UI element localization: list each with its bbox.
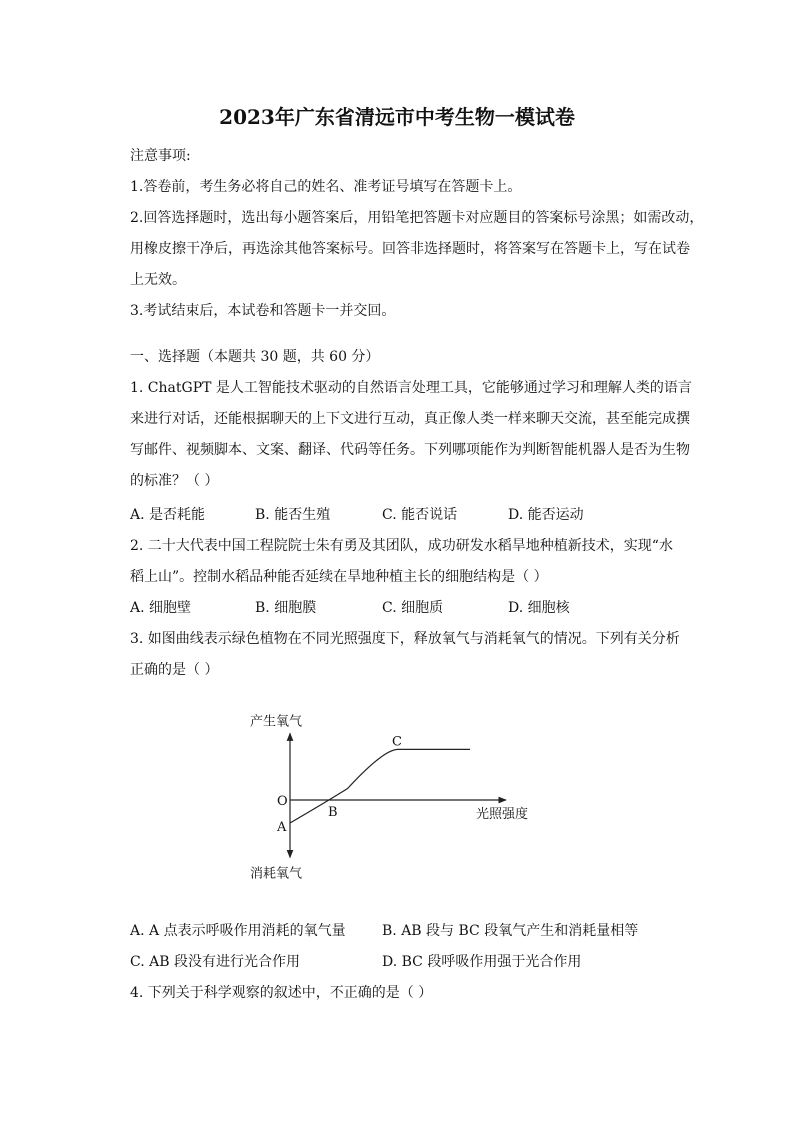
q1-option-a: A. 是否耗能 (130, 507, 206, 523)
section-heading: 一、选择题（本题共 30 题，共 60 分） (130, 349, 380, 365)
q1-option-b: B. 能否生殖 (255, 507, 331, 523)
q1-line-2: 来进行对话，还能根据聊天的上下文进行互动，真正像人类一样来聊天交流，甚至能完成撰 (130, 411, 690, 427)
q2-option-a: A. 细胞壁 (130, 600, 192, 616)
q3-line-2: 正确的是（ ） (130, 662, 219, 678)
q2-line-1: 2. 二十大代表中国工程院院士朱有勇及其团队，成功研发水稻旱地种植新技术，实现“水 (130, 538, 673, 554)
q2-option-c: C. 细胞质 (382, 600, 444, 616)
q1-option-d: D. 能否运动 (508, 507, 584, 523)
x-axis-label: 光照强度 (476, 807, 529, 822)
q3-option-c: C. AB 段没有进行光合作用 (130, 954, 300, 970)
q4-line-1: 4. 下列关于科学观察的叙述中，不正确的是（ ） (130, 985, 433, 1001)
point-label-c: C (392, 734, 402, 750)
oxygen-light-chart (249, 700, 560, 890)
notice-line-3: 3.考试结束后，本试卷和答题卡一并交回。 (130, 303, 396, 319)
q3-option-b: B. AB 段与 BC 段氧气产生和消耗量相等 (382, 923, 639, 939)
q1-line-1: 1. ChatGPT 是人工智能技术驱动的自然语言处理工具，它能够通过学习和理解人类的语言 (130, 380, 692, 396)
point-label-b: B (328, 805, 338, 820)
q2-option-b: B. 细胞膜 (255, 600, 317, 616)
notice-line-2b: 用橡皮擦干净后，再选涂其他答案标号。回答非选择题时，将答案写在答题卡上，写在试卷 (130, 241, 690, 257)
q1-option-c: C. 能否说话 (382, 507, 458, 523)
q2-line-2: 稻上山”。控制水稻品种能否延续在旱地种植主长的细胞结构是（ ） (130, 569, 548, 585)
oxygen-curve (290, 749, 470, 823)
origin-label: O (277, 794, 288, 809)
q3-option-a: A. A 点表示呼吸作用消耗的氧气量 (130, 923, 346, 939)
notice-line-1: 1.答卷前，考生务必将自己的姓名、准考证号填写在答题卡上。 (130, 179, 522, 195)
q3-line-1: 3. 如图曲线表示绿色植物在不同光照强度下，释放氧气与消耗氧气的情况。下列有关分析 (130, 631, 680, 647)
q1-line-4: 的标准？（ ） (130, 473, 219, 489)
q1-line-3: 写邮件、视频脚本、文案、翻译、代码等任务。下列哪项能作为判断智能机器人是否为生物 (130, 442, 690, 458)
page-title: 2023年广东省清远市中考生物一模试卷 (219, 105, 575, 129)
notice-heading: 注意事项: (130, 148, 191, 164)
point-label-a: A (277, 820, 287, 835)
q3-option-d: D. BC 段呼吸作用强于光合作用 (382, 954, 582, 970)
y-axis-label-top: 产生氧气 (249, 714, 303, 730)
notice-line-2a: 2.回答选择题时，选出每小题答案后，用铅笔把答题卡对应题目的答案标号涂黑；如需改动， (130, 210, 704, 226)
q2-option-d: D. 细胞核 (508, 600, 570, 616)
notice-line-2c: 上无效。 (130, 272, 186, 288)
y-axis-label-bottom: 消耗氧气 (249, 866, 303, 882)
